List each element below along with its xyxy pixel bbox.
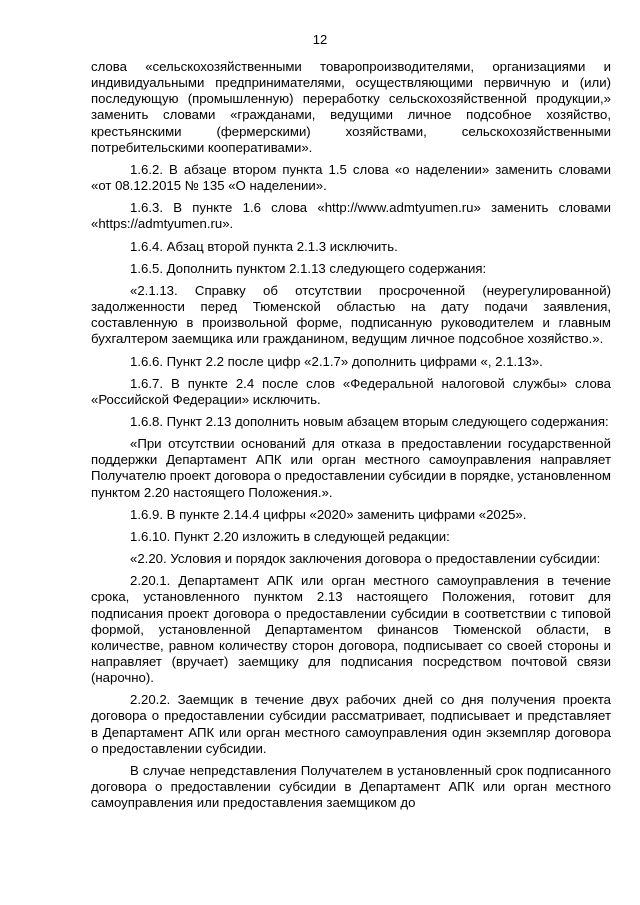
document-body bbox=[91, 59, 611, 811]
paragraph-quote-2-13: «При отсутствии оснований для отказа в предоставлении государственной поддержки Департамент АПК или орган местного самоуправления направляет Получателю проект договора о предоставлении субсидии в порядке, установленном пунктом 2.20 настоящего Положения.». bbox=[91, 436, 611, 500]
paragraph-1-6-5: 1.6.5. Дополнить пунктом 2.1.13 следующего содержания: bbox=[130, 260, 487, 276]
paragraph-continuation: слова «сельскохозяйственными товаропроизводителями, организациями и индивидуальными предпринимателями, осуществляющими первичную и (или) последующую (промышленную) переработку сельскохозяйственной продукции,» заменить словами «гражданами, ведущими личное подсобное хозяйство, крестьянскими (фермерскими) хозяйствами, сельскохозяйственными потребительскими кооперативами». bbox=[91, 59, 611, 155]
paragraph-1-6-2: 1.6.2. В абзаце втором пункта 1.5 слова «о наделении» заменить словами «от 08.12.2015 № 135 «О наделении». bbox=[91, 161, 611, 194]
paragraph-2-20: «2.20. Условия и порядок заключения договора о предоставлении субсидии: bbox=[130, 551, 601, 567]
paragraph-1-6-6: 1.6.6. Пункт 2.2 после цифр «2.1.7» дополнить цифрами «, 2.1.13». bbox=[130, 353, 543, 369]
paragraph-2-1-13: «2.1.13. Справку об отсутствии просроченной (неурегулированной) задолженности перед Тюменской областью на дату подачи заявления, составленную в произвольной форме, подписанную руководителем и главным бухгалтером заемщика или гражданином, ведущим личное подсобное хозяйство.». bbox=[91, 282, 611, 347]
paragraph-2-20-1: 2.20.1. Департамент АПК или орган местного самоуправления в течение срока, установленного пунктом 2.13 настоящего Положения, готовит для подписания проект договора о предоставлении субсидии в соответствии с типовой формой, установленной Департаментом финансов Тюменской области, в количестве, равном количеству сторон договора, подписывает со своей стороны и направляет (вручает) заемщику для подписания посредством почтовой связи (нарочно). bbox=[91, 573, 611, 686]
paragraph-1-6-3: 1.6.3. В пункте 1.6 слова «http://www.admtyumen.ru» заменить словами «https://admtyumen.ru». bbox=[91, 200, 611, 232]
paragraph-1-6-7: 1.6.7. В пункте 2.4 после слов «Федеральной налоговой службы» слова «Российской Федерации» исключить. bbox=[91, 375, 611, 407]
paragraph-1-6-4: 1.6.4. Абзац второй пункта 2.1.3 исключить. bbox=[130, 238, 398, 254]
paragraph-1-6-10: 1.6.10. Пункт 2.20 изложить в следующей редакции: bbox=[130, 528, 450, 544]
page-number: 12 bbox=[312, 32, 328, 47]
paragraph-non-submission: В случае непредставления Получателем в установленный срок подписанного договора о предоставлении субсидии в Департамент АПК или орган местного самоуправления или предоставления заемщиком до bbox=[91, 762, 611, 811]
paragraph-1-6-8: 1.6.8. Пункт 2.13 дополнить новым абзацем вторым следующего содержания: bbox=[130, 413, 609, 429]
paragraph-1-6-9: 1.6.9. В пункте 2.14.4 цифры «2020» заменить цифрами «2025». bbox=[130, 506, 527, 522]
paragraph-2-20-2: 2.20.2. Заемщик в течение двух рабочих дней со дня получения проекта договора о предоставлении субсидии рассматривает, подписывает и представляет в Департамент АПК или орган местного самоуправления один экземпляр договора о предоставлении субсидии. bbox=[91, 692, 611, 756]
